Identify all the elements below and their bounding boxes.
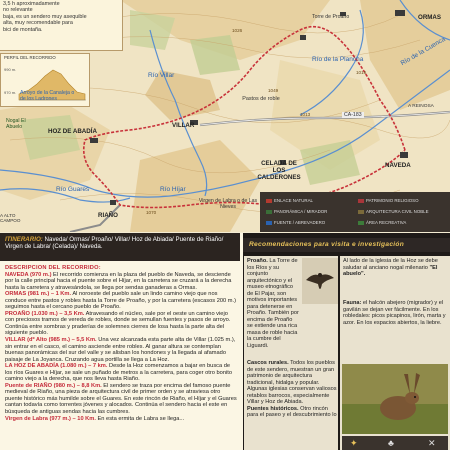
map-label-torre-proano: Torre de Proaño: [312, 14, 350, 20]
paragraph: LA HOZ DE ABADÍA (1.080 m.) – 7 km. Desde la Hoz comenzamos a bajar en busca de los ríos Guares e Híjar, se sale un puñado de metros a la carretera, para coger otro bonito camino viejo a la derecha, que nos lleva hasta Riaño.: [5, 363, 232, 383]
icon-strip: [342, 436, 448, 450]
legend-swatch: [358, 199, 364, 203]
map-label-celada: CELADA DE LOS CALDERONES: [257, 160, 301, 181]
recommendation-cascos: Cascos rurales. Todos los pueblos de este sendero, muestran un gran patrimonio de arquitectura tradicional, hidalga y popular. Algunas iglesias conservan valiosos retablos barrocos, especialmente Villar y Hoz de Abiada. Puentes históricos. Otro rincón para el paseo y el descubrimiento lo: [247, 360, 337, 418]
description-title: DESCRIPCIÓN DEL RECORRIDO:: [5, 265, 101, 271]
map-elevation: 1013: [300, 112, 311, 117]
map-label-riano: RIAÑO: [98, 212, 118, 219]
info-line-bike: alta, muy recomendable para: [3, 20, 73, 27]
legend-item: PATRIMONIO RELIGIOSO: [358, 198, 419, 203]
cross-icon: ✕: [428, 438, 436, 448]
paragraph: PROAÑO (1.030 m.) – 3,5 Km. Atravesando el núcleo, sale por el oeste un camino viejo con preciosos tramos de vereda de robles, donde se semullan fuentes y pasos de arroyo. Continúa entre sombras y praderías de solemnes cierres de losa hasta la parte alta del siguiente pueblo.: [5, 310, 231, 337]
map-label-road: CA-183: [344, 112, 362, 118]
map-label-reinosa: A REINOSA: [408, 104, 434, 109]
legend-item: FUENTE / ABREVADERO: [266, 220, 325, 225]
paragraph: NAVEDA (970 m.) El recorrido comienza en la plaza del pueblo de Naveda, se desciende por la calle principal hacia el puente sobre el Híjar, en la carretera se cruzará a la derecha hasta la carretera y atravesándola, se llega por sendas ganaderas a Ormas.: [5, 271, 232, 291]
legend-swatch: [266, 221, 272, 225]
map-label-naveda: NAVEDA: [385, 162, 411, 169]
recommendations-header: [243, 238, 450, 252]
map-label-virgen-labra: Virgen de Labra o de Las Nieves: [198, 198, 258, 210]
map-label-rio-plancha: Río de la Plancha: [312, 56, 364, 63]
bird-photo: [302, 258, 338, 304]
map-elevation: 1049: [268, 88, 279, 93]
route-info-box: [0, 0, 123, 51]
map-elevation: 1015: [356, 70, 367, 75]
tree-icon: ♣: [388, 438, 394, 448]
hare-photo: [342, 364, 448, 434]
map-label-rio-hijar: Río Híjar: [160, 186, 186, 193]
info-line-bike-2: bici de montaña.: [3, 26, 43, 33]
paragraph: VILLAR (dº Alto (985 m.) – 5,5 Km. Una vez alcanzada esta parte alta de Villar (1.025 m.), sin entrar en el casco, el camino asciende entre robles. Al ganar altura se contemplan buenas panorámicas del sur del valle y se alisban los hondones y la llegada al afamado paisaje de La Joyanca. Cruzando agua portilla se llega a La Hoz.: [5, 337, 236, 363]
map-elevation: 1070: [146, 210, 157, 215]
profile-y-tick: 970 m.: [4, 90, 17, 95]
recommendations-title: Recomendaciones para visita e investigación: [249, 241, 405, 248]
map-label-arroyo: Arroyo de la Canaleja o de los Ladrones: [20, 90, 75, 102]
paragraph: ORMAS (981 m.) – 1 Km. Al noroeste del pueblo sale un lindo camino viejo que nos conduce entre pastos y robles hasta la Torre de Proaño, y por la carretera (escasos 200 m.) seguimos hasta el cercano pueblo de Proaño.: [5, 291, 236, 311]
legend-swatch: [358, 210, 364, 214]
recommendation-proano: Proaño. La Torre de los Ríos y su conjunto arquitectónico y el museo etnográfico de El Pajar, son motivos importantes para detenerse en Proaño. También por encima de Proaño se extiende una rica masa de roble hacia la cumbre del Liguardi.: [247, 258, 299, 349]
legend-item: ÁREA RECREATIVA: [358, 220, 406, 225]
legend-swatch: [266, 210, 272, 214]
map-elevation: 1026: [232, 28, 243, 33]
itinerary-text: Naveda/ Ormas/ Proaño/ Villar/ Hoz de Abiada/ Puente de Riaño/ Virgen de Labra/ (Celada)/ Naveda.: [5, 236, 224, 251]
map-label-rio-cuenca: Río de la Cuenca: [399, 35, 447, 68]
map-legend: [260, 192, 450, 232]
sign-icon: ✦: [350, 438, 358, 448]
map-label-ormas: ORMAS: [418, 14, 442, 21]
legend-swatch: [358, 221, 364, 225]
info-line-elevation: no relevante: [3, 7, 33, 14]
legend-swatch: [266, 199, 272, 203]
recommendation-nogal: Al lado de la iglesia de la Hoz se debe saludar al anciano nogal milenario "El abuelo".: [343, 258, 438, 277]
map-label-hoz-abadia: HOZ DE ABADÍA: [48, 128, 97, 135]
itinerary-label: ITINERARIO:: [5, 236, 43, 243]
info-line-difficulty: baja, es un sendero muy asequible: [3, 13, 87, 20]
profile-y-tick: 990 m.: [4, 67, 17, 72]
map-label-pastos: Pastos de roble: [242, 96, 280, 102]
recommendation-fauna: Fauna: el halcón abejero (migrador) y el gavilán se dejan ver fácilmente. En los robledales: picos picapinos, lirón, marta y azor. En los espacios abiertos, la liebre.: [343, 300, 446, 326]
paragraph: Virgen de Labra (977 m.) – 10 Km. En esta ermita de Labra se llega...: [5, 415, 185, 422]
map-label-nogal: Nogal El Abuelo: [6, 118, 26, 130]
paragraph: Puente de RIAÑO (980 m.) – 8,8 Km. El sendero se traza por encima del famoso puente medieval de Riaño, una pieza de arquitectura civil de primer orden y se atraviesa otro puente histórico más humilde sobre el Guares. En este rincón de Riaño, el Híjar y el Guares cantan todavía como torrentes jóvenes y alocados. Continúa el sendero hacia el este en búsqueda de antiguas sendas hacia las cumbres.: [5, 382, 237, 416]
map-label-rio-villar: Río Villar: [148, 72, 175, 79]
map-label-rio-guares: Río Guares: [56, 186, 90, 193]
profile-title: PERFIL DEL RECORRIDO: [4, 55, 56, 60]
route-description: [5, 265, 237, 450]
legend-item: ENLACE NATURAL: [266, 198, 313, 203]
legend-item: PANORÁMICA / MIRADOR: [266, 209, 327, 214]
info-line-duration: 3,5 h aproximadamente: [3, 1, 60, 7]
itinerary-bar: [0, 233, 240, 261]
legend-item: ARQUITECTURA CIVIL NOBLE: [358, 209, 429, 214]
map-label-villar: VILLAR: [172, 122, 195, 129]
map-label-alto-campoo: A ALTO CAMPOO: [0, 213, 21, 223]
